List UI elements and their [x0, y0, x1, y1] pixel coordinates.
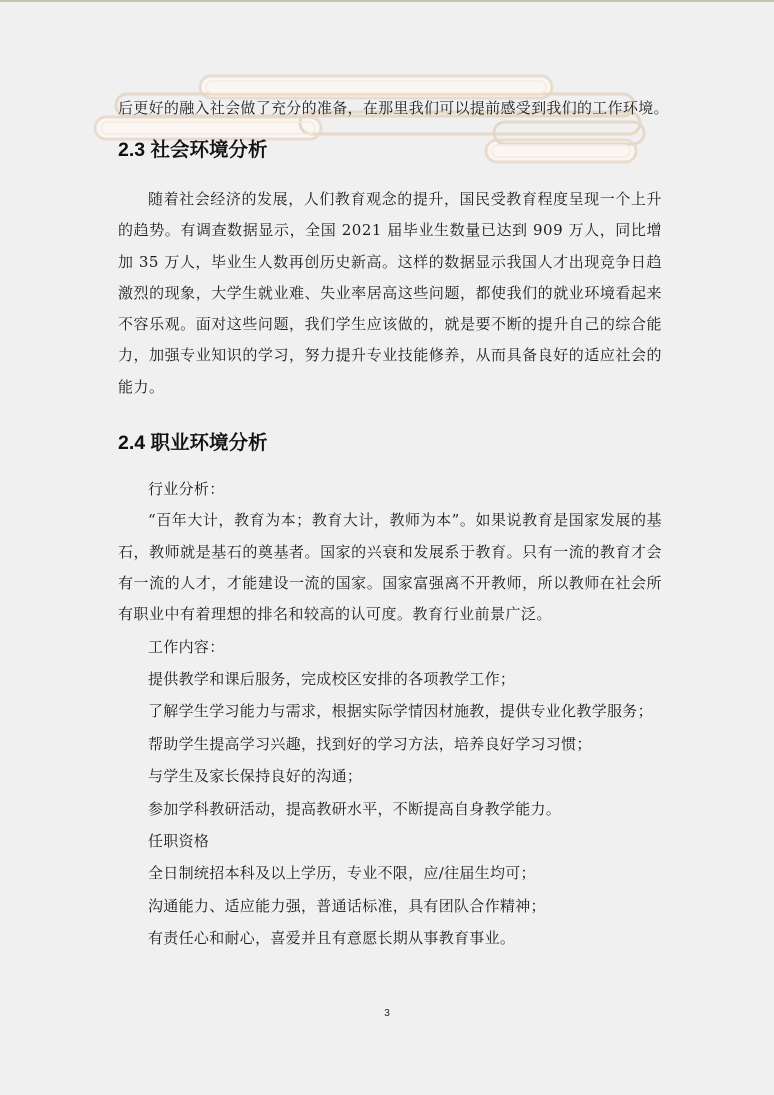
qualification-item: 沟通能力、适应能力强，普通话标准，具有团队合作精神；	[148, 896, 546, 915]
document-body	[118, 92, 669, 955]
work-item: 提供教学和课后服务，完成校区安排的各项教学工作；	[148, 670, 516, 689]
section-heading-social-environment: 2.3 社会环境分析	[118, 139, 268, 161]
work-item: 与学生及家长保持良好的沟通；	[148, 767, 363, 786]
continuation-line: 后更好的融入社会做了充分的准备，在那里我们可以提前感受到我们的工作环境。	[118, 99, 669, 117]
work-item: 参加学科教研活动，提高教研水平，不断提高自身教学能力。	[148, 799, 562, 818]
qualification-label: 任职资格	[148, 832, 210, 850]
work-item: 帮助学生提高学习兴趣，找到好的学习方法，培养良好学习习惯；	[148, 734, 592, 753]
qualification-item: 有责任心和耐心，喜爱并且有意愿长期从事教育事业。	[148, 929, 516, 948]
industry-analysis-paragraph: “百年大计，教育为本；教育大计，教师为本”。如果说教育是国家发展的基石，教师就是基石的奠基者。国家的兴衰和发展系于教育。只有一流的教育才会有一流的人才，才能建设一流的国家。国家富强离不开教师，所以教师在社会所有职业中有着理想的排名和较高的认可度。教育行业前景广泛。	[118, 511, 662, 624]
page-number: 3	[384, 1008, 390, 1019]
social-environment-paragraph: 随着社会经济的发展，人们教育观念的提升，国民受教育程度呈现一个上升的趋势。有调查数据显示，全国 2021 届毕业生数量已达到 909 万人，同比增加 35 万人，毕业生人数再创历史新高。这样的数据显示我国人才出现竞争日趋激烈的现象，大学生就业难、失业率居高这些问题，都使我们的就业环境看起来不容乐观。面对这些问题，我们学生应该做的，就是要不断的提升自己的综合能力，加强专业知识的学习，努力提升专业技能修养，从而具备良好的适应社会的能力。	[118, 190, 662, 396]
qualification-item: 全日制统招本科及以上学历，专业不限，应/往届生均可；	[148, 864, 536, 883]
work-item: 了解学生学习能力与需求，根据实际学情因材施教，提供专业化教学服务；	[148, 702, 653, 721]
industry-analysis-label: 行业分析：	[148, 480, 225, 499]
work-content-label: 工作内容：	[148, 637, 225, 656]
section-heading-career-environment: 2.4 职业环境分析	[118, 432, 268, 455]
